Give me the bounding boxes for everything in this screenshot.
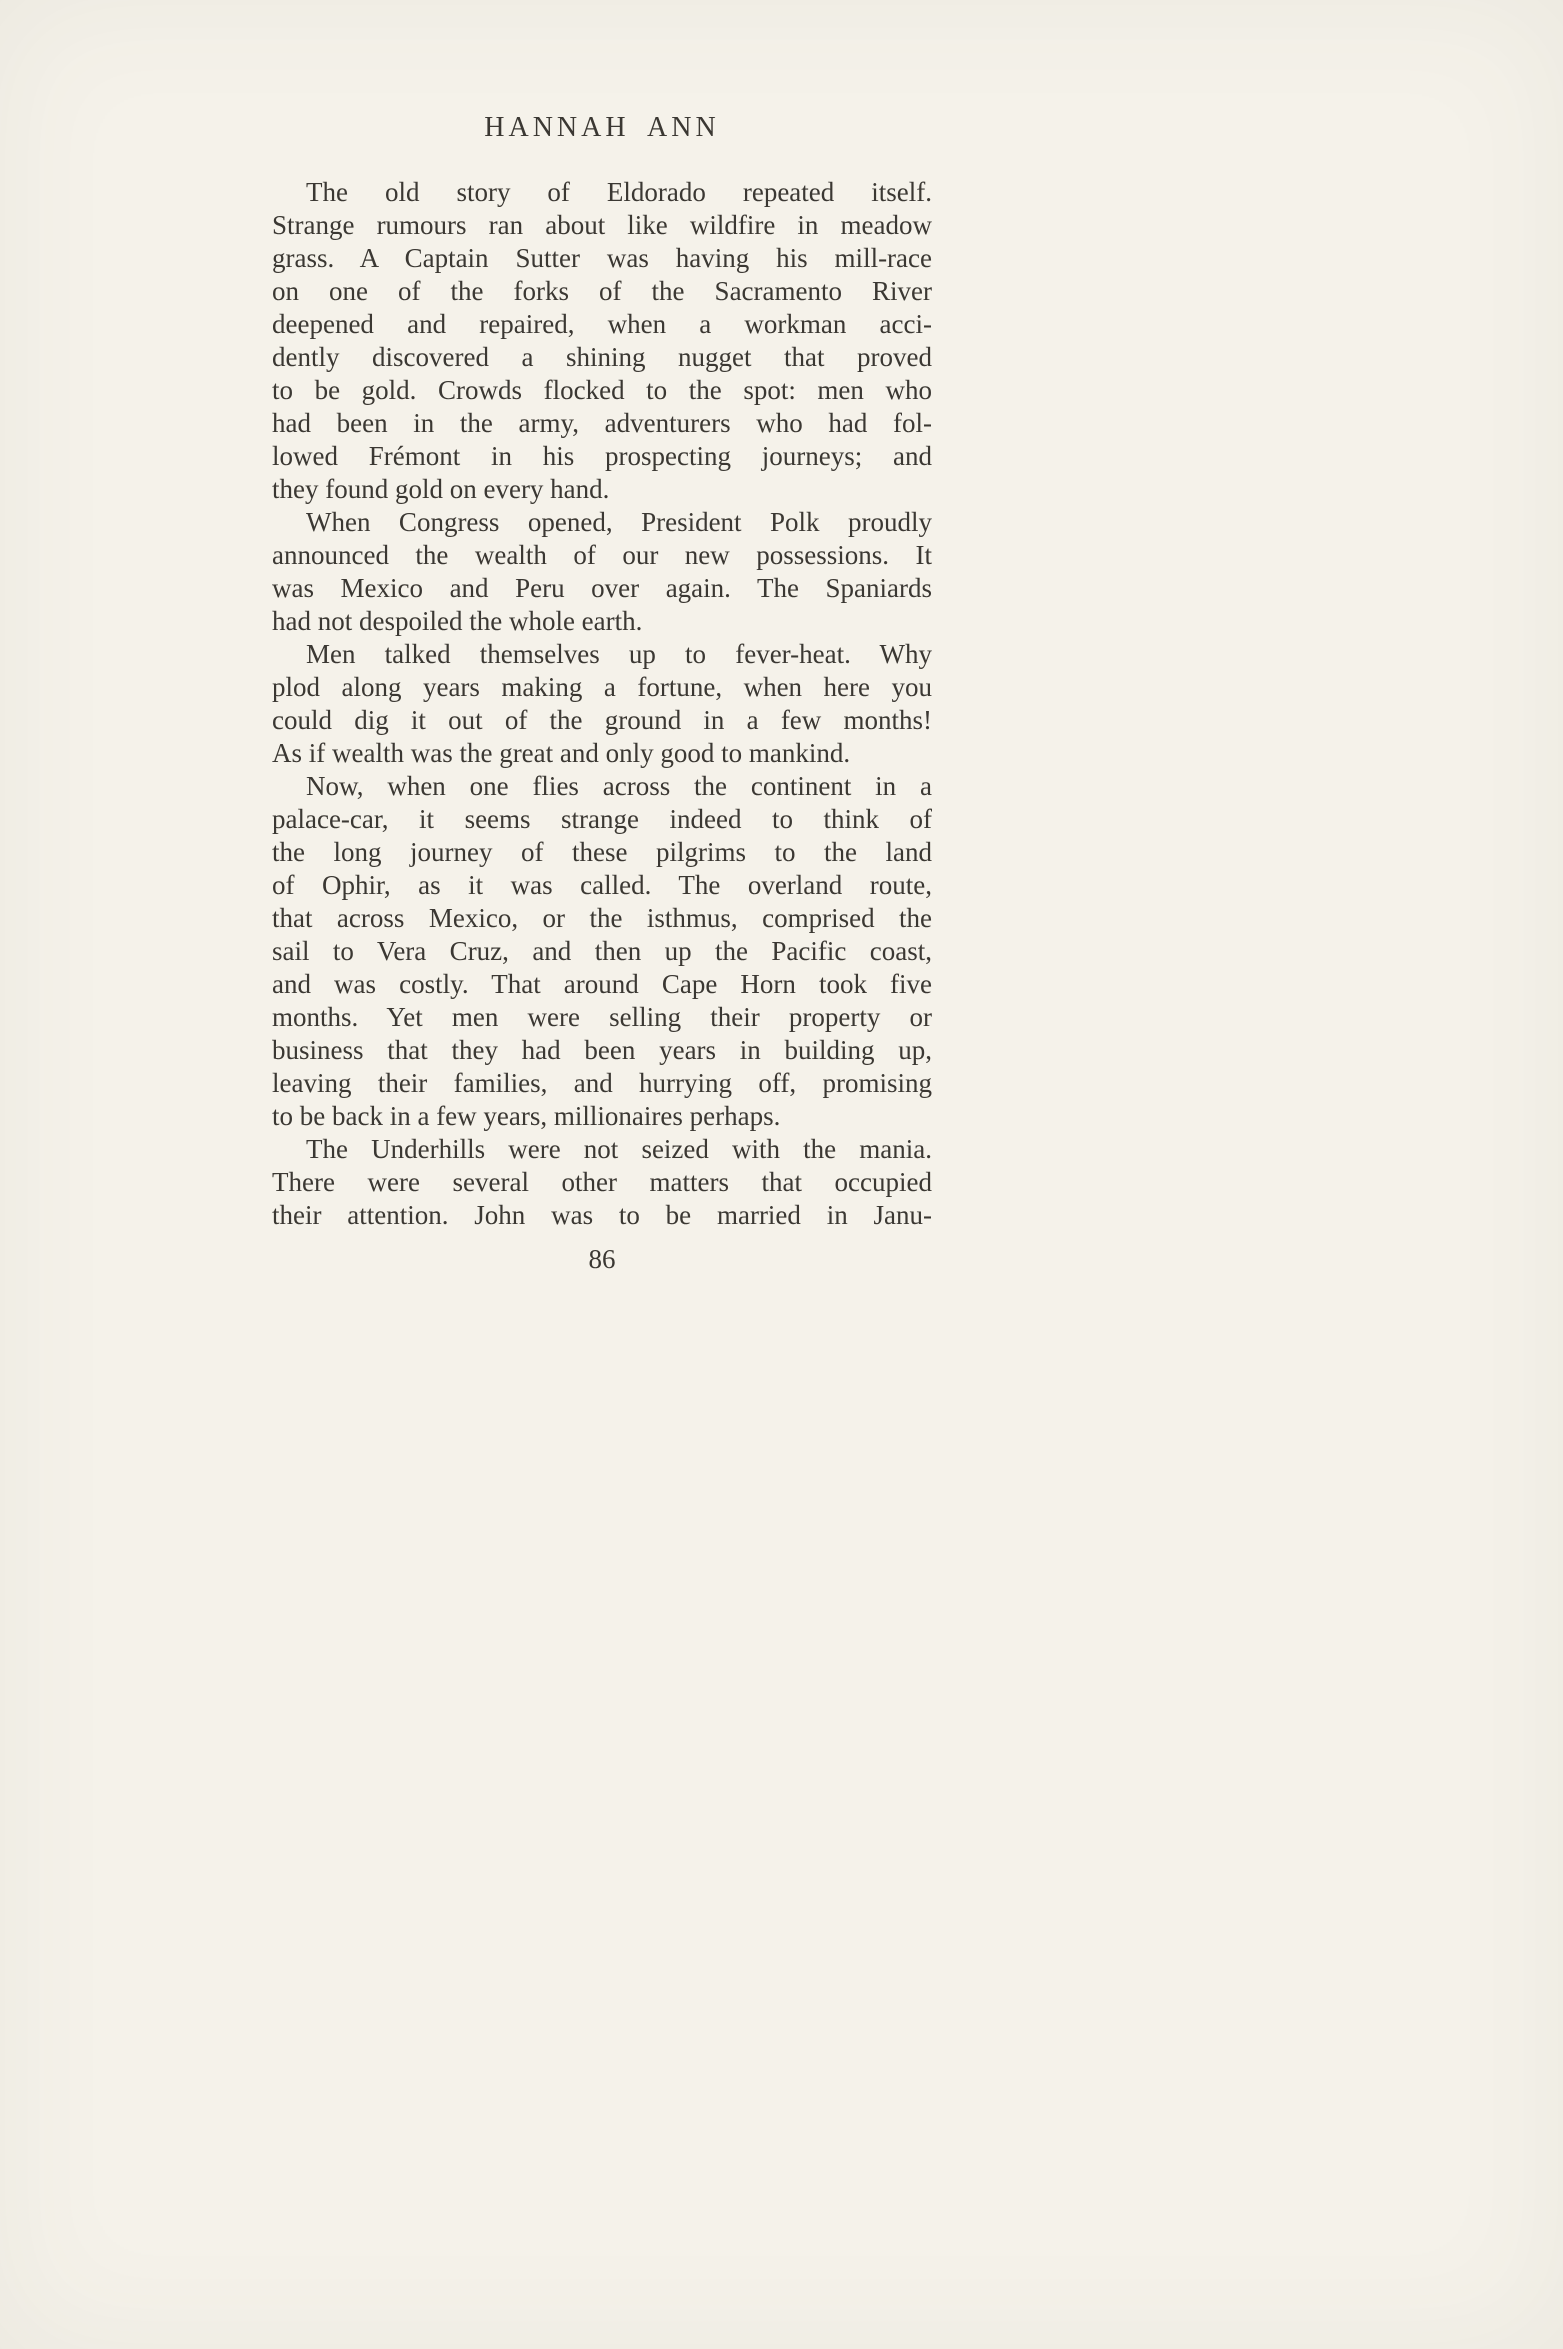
text-line: could dig it out of the ground in a few months! <box>272 705 932 735</box>
text-line: As if wealth was the great and only good to mankind. <box>272 738 851 768</box>
text-line: dently discovered a shining nugget that proved <box>272 342 932 372</box>
text-line: lowed Frémont in his prospecting journeys; and <box>272 441 932 471</box>
text-line: plod along years making a fortune, when here you <box>272 672 932 702</box>
text-line: business that they had been years in building up, <box>272 1035 932 1065</box>
text-line: and was costly. That around Cape Horn took five <box>272 969 932 999</box>
text-line: of Ophir, as it was called. The overland route, <box>272 870 932 900</box>
text-block <box>272 112 932 1275</box>
text-line: had been in the army, adventurers who had fol- <box>272 408 932 438</box>
paragraph <box>272 638 932 770</box>
text-line: deepened and repaired, when a workman acci- <box>272 309 932 339</box>
text-line: Men talked themselves up to fever-heat. Why <box>306 639 932 669</box>
paragraph <box>272 1133 932 1232</box>
text-line: that across Mexico, or the isthmus, comprised the <box>272 903 932 933</box>
text-line: the long journey of these pilgrims to the land <box>272 837 932 867</box>
page-header: HANNAH ANN <box>484 112 720 143</box>
text-line: to be back in a few years, millionaires perhaps. <box>272 1101 781 1131</box>
text-line: The Underhills were not seized with the mania. <box>306 1134 932 1164</box>
paragraphs-container <box>272 176 932 1232</box>
paragraph <box>272 506 932 638</box>
text-line: they found gold on every hand. <box>272 474 610 504</box>
text-line: sail to Vera Cruz, and then up the Pacific coast, <box>272 936 932 966</box>
text-line: The old story of Eldorado repeated itself. <box>306 177 932 207</box>
text-line: months. Yet men were selling their property or <box>272 1002 932 1032</box>
text-line: on one of the forks of the Sacramento River <box>272 276 932 306</box>
text-line: When Congress opened, President Polk proudly <box>306 507 932 537</box>
text-line: grass. A Captain Sutter was having his mill-race <box>272 243 932 273</box>
paragraph <box>272 176 932 506</box>
text-line: announced the wealth of our new possessions. It <box>272 540 932 570</box>
text-line: their attention. John was to be married in Janu- <box>272 1200 932 1230</box>
text-line: was Mexico and Peru over again. The Spaniards <box>272 573 932 603</box>
text-line: palace-car, it seems strange indeed to think of <box>272 804 932 834</box>
text-line: had not despoiled the whole earth. <box>272 606 643 636</box>
paragraph <box>272 770 932 1133</box>
text-line: Strange rumours ran about like wildfire in meadow <box>272 210 932 240</box>
text-line: to be gold. Crowds flocked to the spot: men who <box>272 375 932 405</box>
text-line: Now, when one flies across the continent in a <box>306 771 932 801</box>
text-line: There were several other matters that occupied <box>272 1167 932 1197</box>
page-number: 86 <box>588 1244 616 1274</box>
text-line: leaving their families, and hurrying off, promising <box>272 1068 932 1098</box>
